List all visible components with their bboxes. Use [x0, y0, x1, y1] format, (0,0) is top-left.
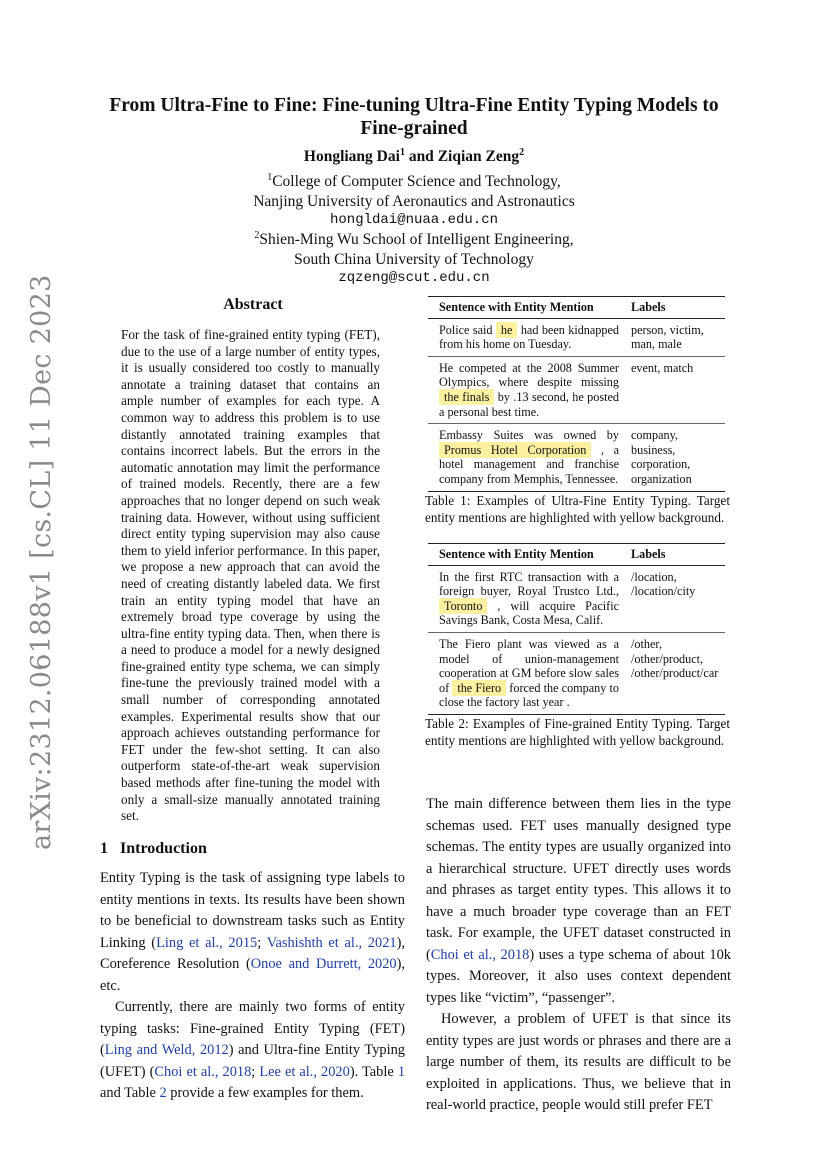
email-2[interactable]: zqzeng@scut.edu.cn: [338, 270, 490, 287]
text: provide a few examples for them.: [166, 1085, 364, 1101]
section-number: 1: [100, 840, 108, 857]
arxiv-stamp: arXiv:2312.06188v1 [cs.CL] 11 Dec 2023: [26, 274, 57, 850]
text: In the first RTC transaction with a foreign buyer, Royal Trustco Ltd.,: [439, 569, 619, 599]
citation-link[interactable]: Ling et al., 2015: [156, 934, 258, 951]
aff2-line-2: South China University of Technology: [294, 250, 534, 268]
text: ). Table: [349, 1063, 398, 1080]
body-paragraph: However, a problem of UFET is that since its entity types are just words or phrases and there are a large number of them, its results are difficult to be exploited in applications. Thus, we believe that in real-world practice, people would still prefer FET: [426, 1011, 731, 1113]
section-title: Introduction: [120, 840, 207, 857]
table-row: [428, 632, 725, 714]
text: The main difference between them lies in the type schemas used. FET uses manually designed type schemas. The entity types are usually organized into a hierarchical structure. UFET directly uses words and phrases as target entity types. This allows it to have a much broader type coverage than an FET task. For example, the UFET dataset constructed in (: [426, 796, 731, 963]
aff2-line-1: Shien-Ming Wu School of Intelligent Engineering,: [259, 231, 574, 249]
intro-paragraph-2: [100, 997, 405, 1105]
citation-link[interactable]: Choi et al., 2018: [154, 1063, 252, 1080]
citation-link[interactable]: Onoe and Durrett, 2020: [250, 956, 397, 972]
column-header: Sentence with Entity Mention: [428, 297, 624, 319]
body-paragraph: [426, 794, 731, 1009]
labels-cell: event, match: [624, 356, 725, 423]
citation-link[interactable]: Vashishth et al., 2021: [266, 934, 397, 951]
text: ;: [251, 1063, 260, 1080]
and-text: and: [404, 148, 438, 166]
text: He competed at the 2008 Summer Olympics, where despite missing: [439, 360, 619, 390]
labels-cell: /location, /location/city: [624, 565, 725, 632]
text: ), Coreference Resolution (: [100, 934, 405, 972]
abstract-text: For the task of fine-grained entity typing (FET), due to the use of a large number of entity types, it is usually considered too costly to manually annotate a training dataset that contains an ample number of examples for each type. A common way to address this problem is to use distantly annotated training examples that contains incorrect labels. But the errors in the automatic annotation may limit the performance of trained models. Recently, there are a few approaches that no longer depend on such weak training data. However, without using sufficient direct entity typing supervision may also cause them to yield inferior performance. In this paper, we propose a new approach that can avoid the need of creating distantly labeled data. We first train an entity typing model that have an extremely broad type coverage by using the ultra-fine entity typing data. Then, when there is a need to produce a model for a newly designed fine-grained entity type schema, we can simply fine-tune the previously trained model with a small number of corresponding annotated examples. Experimental results show that our approach achieves outstanding performance for FET under the few-shot setting. It can also outperform state-of-the-art weak supervision based methods after fine-tuning the model with only a small-size manually annotated training set.: [121, 327, 380, 824]
citation-link[interactable]: Ling and Weld, 2012: [104, 1042, 229, 1058]
table-header-row: [428, 297, 725, 319]
sentence-cell: [428, 318, 624, 356]
section-heading-introduction: [100, 840, 207, 858]
table-header-row: [428, 544, 725, 566]
table-2: [428, 543, 725, 715]
text: ), etc.: [100, 956, 405, 994]
author-2: Ziqian Zeng: [437, 148, 520, 166]
text: Police said: [439, 322, 496, 337]
intro-paragraph-1: [100, 868, 405, 997]
column-header: Labels: [624, 544, 725, 566]
column-header: Sentence with Entity Mention: [428, 544, 624, 566]
entity-mention-highlight: Promus Hotel Corporation: [439, 442, 591, 458]
column-header: Labels: [624, 297, 725, 319]
email-1[interactable]: hongldai@nuaa.edu.cn: [329, 212, 499, 229]
table-row: [428, 356, 725, 423]
aff1-sup: 1: [267, 172, 273, 183]
table-row: [428, 318, 725, 356]
title-line-2: Fine-grained: [360, 118, 468, 139]
right-column-body: [426, 794, 731, 1117]
author-2-sup: 2: [519, 147, 525, 158]
table-2-caption: Table 2: Examples of Fine-grained Entity Typing. Target entity mentions are highlighted with yellow background.: [425, 716, 730, 748]
entity-mention-highlight: the finals: [439, 389, 494, 405]
title-line-1: From Ultra-Fine to Fine: Fine-tuning Ultra-Fine Entity Typing Models to: [109, 95, 719, 116]
text: Entity Typing is the task of assigning type labels to entity mentions in texts. Its results have been shown to be beneficial to downstream tasks such as Entity Linking (: [100, 870, 405, 951]
aff1-line-1: College of Computer Science and Technology,: [272, 173, 561, 191]
aff2-sup: 2: [254, 230, 260, 241]
text: Embassy Suites was owned by: [439, 428, 619, 443]
text: Currently, there are mainly two forms of entity typing tasks: Fine-grained Entity Typing (FET) (: [100, 999, 405, 1058]
table-ref-link[interactable]: 2: [159, 1085, 167, 1101]
author-1-sup: 1: [399, 147, 405, 158]
text: ) uses a type schema of about 10k types. Moreover, it also uses context dependent types like “victim”, “passenger”.: [426, 946, 731, 1006]
table-row: [428, 565, 725, 632]
labels-cell: company, business, corporation, organization: [624, 424, 725, 491]
entity-mention-highlight: the Fiero: [452, 680, 506, 696]
sentence-cell: [428, 565, 624, 632]
abstract-heading: Abstract: [223, 296, 283, 313]
citation-link[interactable]: Lee et al., 2020: [259, 1063, 350, 1080]
paper-title: [88, 94, 740, 140]
authors: [88, 147, 740, 166]
labels-cell: /other, /other/product, /other/product/car: [624, 632, 725, 714]
table-1: [428, 296, 725, 492]
citation-link[interactable]: Choi et al., 2018: [430, 946, 530, 963]
affiliation-2: [88, 226, 740, 289]
sentence-cell: [428, 424, 624, 491]
aff1-line-2: Nanjing University of Aeronautics and Astronautics: [253, 192, 575, 210]
sentence-cell: [428, 632, 624, 714]
table-ref-link[interactable]: 1: [397, 1063, 406, 1080]
author-1: Hongliang Dai: [303, 148, 400, 166]
table-row: [428, 424, 725, 491]
entity-mention-highlight: he: [496, 322, 518, 338]
text: forced the company to close the factory last year .: [439, 680, 619, 710]
affiliation-1: [88, 168, 740, 231]
text: ;: [257, 934, 267, 951]
labels-cell: person, victim, man, male: [624, 318, 725, 356]
entity-mention-highlight: Toronto: [439, 598, 487, 614]
intro-body: [100, 868, 405, 1105]
table-1-caption: Table 1: Examples of Ultra-Fine Entity Typing. Target entity mentions are highlighted with yellow background.: [425, 493, 730, 525]
text: , will acquire Pacific Savings Bank, Costa Mesa, Calif.: [439, 598, 619, 628]
text: had been kidnapped from his home on Tuesday.: [439, 322, 619, 352]
text: The Fiero plant was viewed as a model of union-management cooperation at GM before slow sales of: [439, 636, 619, 695]
text: , a hotel management and franchise company from Memphis, Tennessee.: [439, 442, 619, 486]
text: by .13 second, he posted a personal best time.: [439, 389, 620, 419]
sentence-cell: [428, 356, 624, 423]
text: and Table: [100, 1085, 160, 1101]
text: ) and Ultra-fine Entity Typing (UFET) (: [100, 1042, 405, 1080]
